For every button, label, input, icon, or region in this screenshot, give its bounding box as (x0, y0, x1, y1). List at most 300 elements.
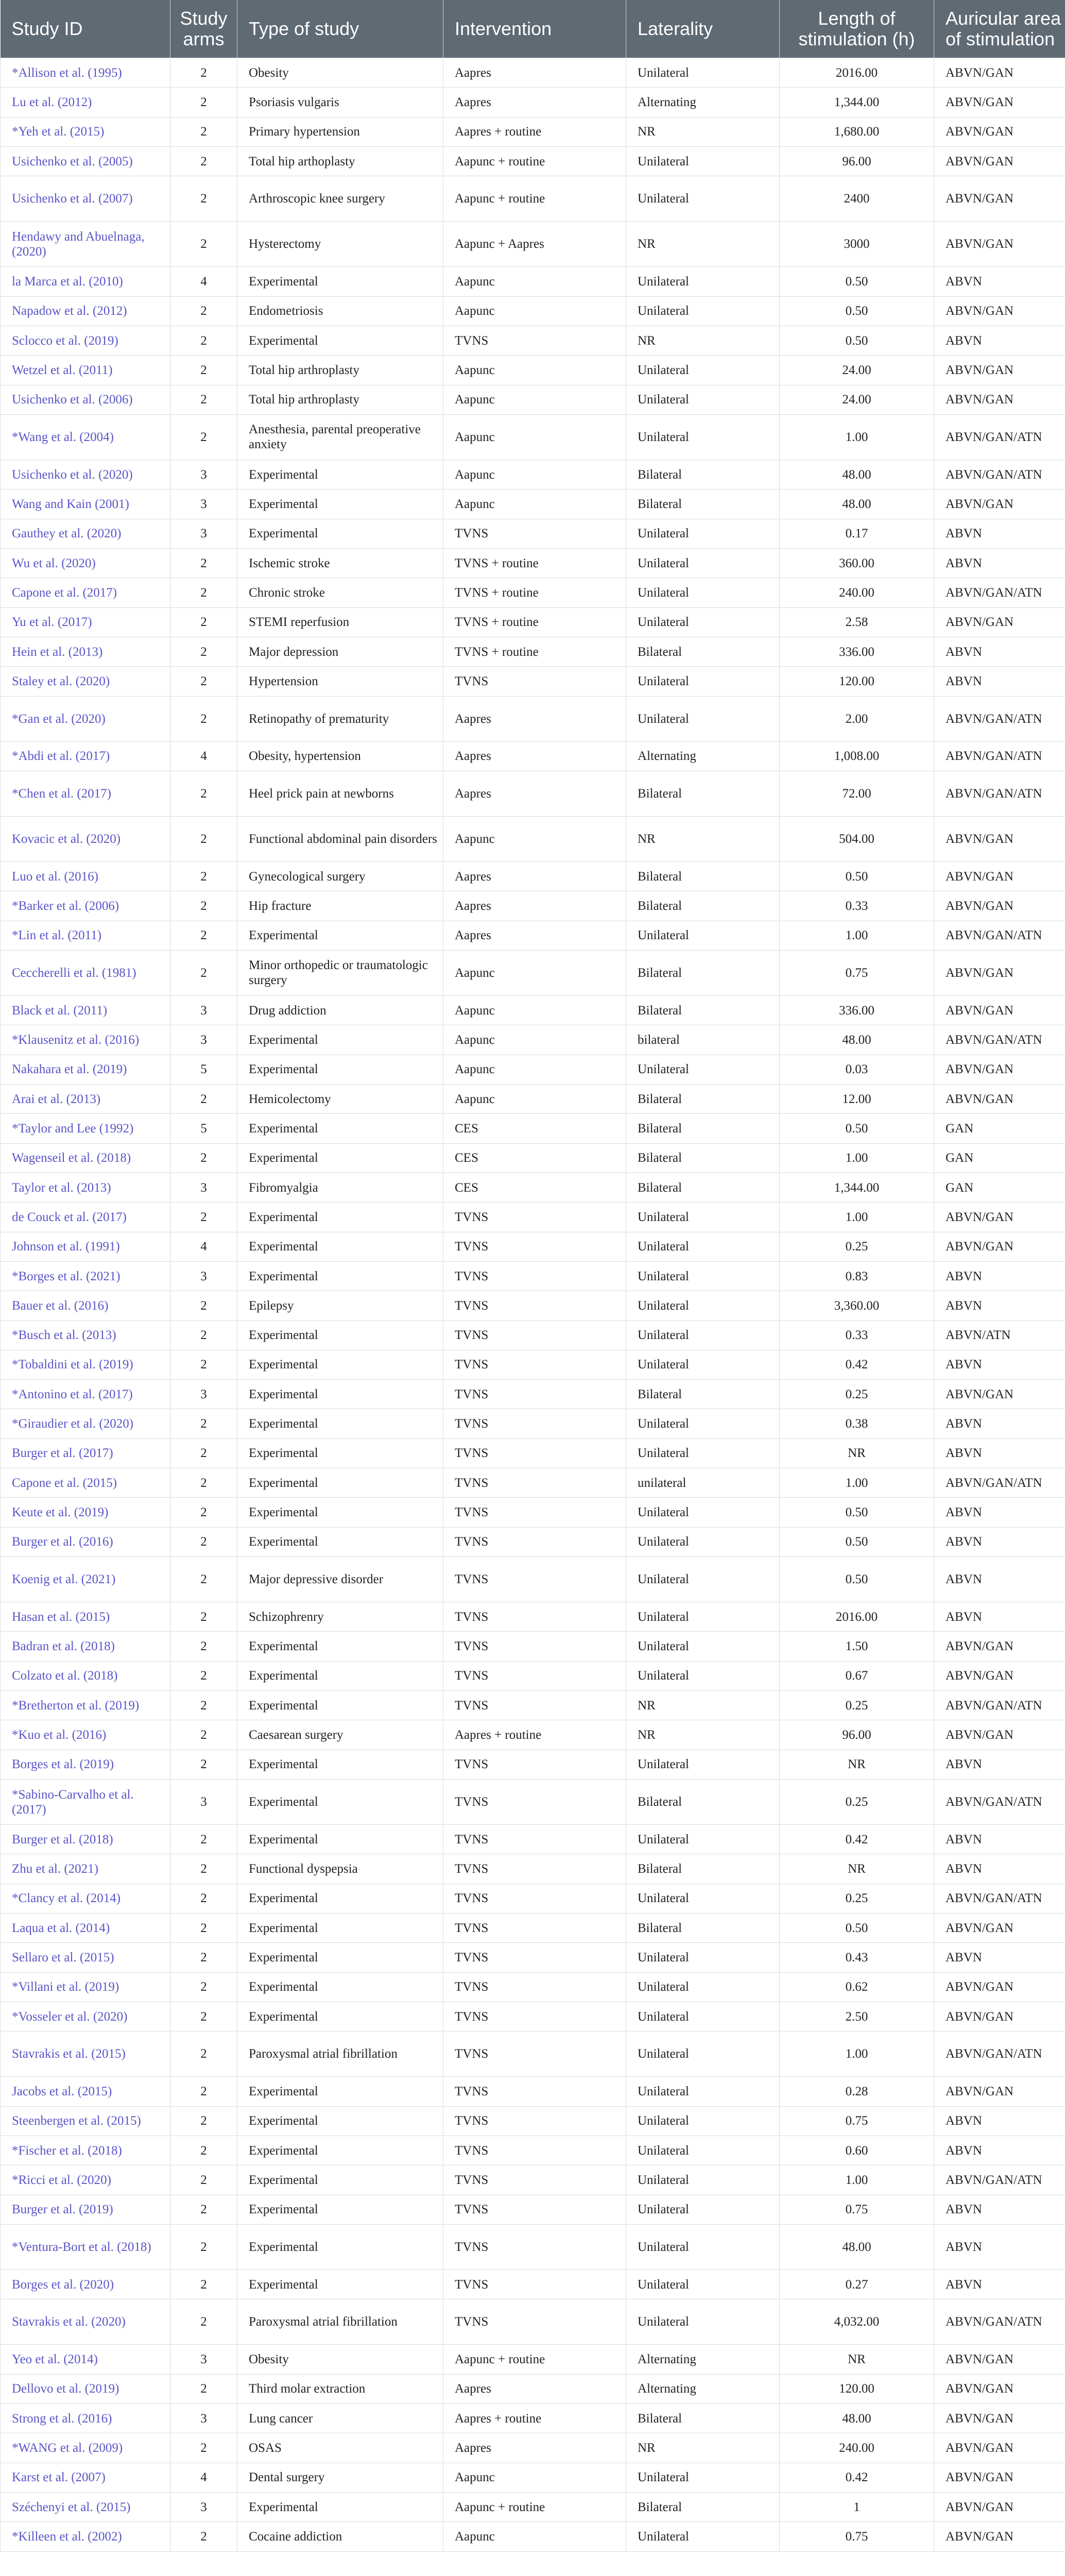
cell-study-id[interactable]: Borges et al. (2019) (1, 1750, 170, 1779)
cell-study-id[interactable]: Borges et al. (2020) (1, 2270, 170, 2299)
cell-study-arms: 2 (170, 1825, 237, 1854)
cell-study-arms: 2 (170, 1557, 237, 1602)
cell-study-arms: 2 (170, 637, 237, 666)
cell-intervention: TVNS (443, 1350, 626, 1379)
header-type-of-study: Type of study (237, 0, 443, 58)
cell-auricular-area: ABVN/GAN/ATN (934, 1780, 1065, 1825)
cell-intervention: TVNS (443, 519, 626, 548)
cell-length: 0.25 (780, 1780, 934, 1825)
cell-laterality: Unilateral (626, 355, 780, 385)
cell-study-id[interactable]: Staley et al. (2020) (1, 667, 170, 696)
cell-length: 0.50 (780, 296, 934, 326)
cell-study-id[interactable]: *Tobaldini et al. (2019) (1, 1350, 170, 1379)
table-row (1, 58, 1065, 88)
cell-study-id[interactable]: Gauthey et al. (2020) (1, 519, 170, 548)
cell-study-id[interactable]: *Borges et al. (2021) (1, 1261, 170, 1291)
table-row (1, 1943, 1065, 1972)
cell-intervention: Aapunc (443, 1055, 626, 1084)
cell-intervention: TVNS + routine (443, 637, 626, 666)
cell-study-id[interactable]: Wang and Kain (2001) (1, 489, 170, 519)
cell-length: 48.00 (780, 2404, 934, 2433)
table-row (1, 1661, 1065, 1690)
cell-study-arms: 2 (170, 1661, 237, 1690)
cell-study-id[interactable]: *Killeen et al. (2002) (1, 2522, 170, 2551)
cell-type-of-study: Functional dyspepsia (237, 1854, 443, 1884)
cell-laterality: NR (626, 816, 780, 861)
cell-laterality: Unilateral (626, 2106, 780, 2136)
cell-laterality: Bilateral (626, 950, 780, 995)
cell-auricular-area: ABVN/GAN/ATN (934, 1468, 1065, 1498)
cell-study-id[interactable]: *Antonino et al. (2017) (1, 1380, 170, 1409)
cell-study-id[interactable]: Usichenko et al. (2007) (1, 176, 170, 222)
cell-study-id[interactable]: *Villani et al. (2019) (1, 1972, 170, 2002)
cell-study-arms: 2 (170, 414, 237, 460)
cell-study-id[interactable]: Strong et al. (2016) (1, 2404, 170, 2433)
cell-laterality: Unilateral (626, 1750, 780, 1779)
cell-length: 120.00 (780, 2374, 934, 2403)
cell-intervention: Aapunc (443, 1084, 626, 1113)
cell-study-id[interactable]: Hein et al. (2013) (1, 637, 170, 666)
cell-length: 0.03 (780, 1055, 934, 1084)
cell-intervention: Aapunc + routine (443, 2493, 626, 2522)
table-row (1, 460, 1065, 489)
cell-study-arms: 2 (170, 1498, 237, 1527)
table-row (1, 519, 1065, 548)
cell-auricular-area: ABVN/GAN (934, 2077, 1065, 2106)
cell-study-id[interactable]: *Ventura-Bort et al. (2018) (1, 2225, 170, 2270)
cell-length: 48.00 (780, 2225, 934, 2270)
cell-intervention: Aapres + routine (443, 117, 626, 146)
cell-auricular-area: ABVN/GAN/ATN (934, 460, 1065, 489)
cell-study-id[interactable]: *Yeh et al. (2015) (1, 117, 170, 146)
cell-study-id[interactable]: Taylor et al. (2013) (1, 1173, 170, 1202)
cell-auricular-area: ABVN (934, 2225, 1065, 2270)
cell-study-id[interactable]: la Marca et al. (2010) (1, 267, 170, 296)
table-row (1, 1750, 1065, 1779)
cell-intervention: Aapres + routine (443, 1720, 626, 1750)
table-row (1, 1261, 1065, 1291)
cell-laterality: Unilateral (626, 2270, 780, 2299)
cell-type-of-study: Anesthesia, parental preoperative anxiety (237, 414, 443, 460)
cell-study-arms: 2 (170, 1202, 237, 1232)
cell-type-of-study: Obesity, hypertension (237, 741, 443, 771)
cell-intervention: TVNS (443, 1498, 626, 1527)
cell-study-arms: 2 (170, 1720, 237, 1750)
cell-auricular-area: ABVN/GAN (934, 2433, 1065, 2463)
cell-study-arms: 2 (170, 2165, 237, 2195)
cell-study-arms: 2 (170, 607, 237, 637)
cell-study-id[interactable]: Laqua et al. (2014) (1, 1913, 170, 1943)
cell-intervention: TVNS (443, 1438, 626, 1468)
cell-study-arms: 2 (170, 2299, 237, 2345)
header-length-of-stimulation: Length of stimulation (h) (780, 0, 934, 58)
cell-type-of-study: Experimental (237, 1025, 443, 1055)
cell-laterality: Alternating (626, 2345, 780, 2374)
cell-intervention: TVNS (443, 326, 626, 355)
cell-intervention: Aapunc + Aapres (443, 222, 626, 267)
cell-intervention: CES (443, 1173, 626, 1202)
table-row (1, 1055, 1065, 1084)
cell-laterality: Unilateral (626, 2031, 780, 2077)
cell-intervention: TVNS (443, 1691, 626, 1720)
cell-study-id[interactable]: Keute et al. (2019) (1, 1498, 170, 1527)
table-row (1, 1780, 1065, 1825)
table-row (1, 2463, 1065, 2492)
cell-study-id[interactable]: Sclocco et al. (2019) (1, 326, 170, 355)
cell-study-id[interactable]: *Clancy et al. (2014) (1, 1884, 170, 1913)
cell-intervention: TVNS + routine (443, 607, 626, 637)
cell-type-of-study: Hip fracture (237, 891, 443, 921)
table-row (1, 578, 1065, 607)
table-row (1, 1854, 1065, 1884)
header-study-arms: Study arms (170, 0, 237, 58)
cell-study-arms: 3 (170, 489, 237, 519)
cell-length: 336.00 (780, 995, 934, 1025)
cell-study-id[interactable]: Arai et al. (2013) (1, 1084, 170, 1113)
cell-type-of-study: Experimental (237, 1232, 443, 1261)
table-row (1, 267, 1065, 296)
cell-length: 1.50 (780, 1632, 934, 1661)
table-row (1, 2165, 1065, 2195)
cell-length: 0.33 (780, 1320, 934, 1350)
cell-length: 0.25 (780, 1380, 934, 1409)
cell-auricular-area: ABVN/GAN (934, 2493, 1065, 2522)
cell-type-of-study: Paroxysmal atrial fibrillation (237, 2299, 443, 2345)
cell-study-id[interactable]: Burger et al. (2017) (1, 1438, 170, 1468)
cell-study-arms: 3 (170, 519, 237, 548)
cell-auricular-area: ABVN (934, 1291, 1065, 1320)
table-row (1, 355, 1065, 385)
cell-study-arms: 3 (170, 995, 237, 1025)
cell-auricular-area: ABVN/GAN (934, 58, 1065, 88)
cell-length: 48.00 (780, 1025, 934, 1055)
cell-study-id[interactable]: Karst et al. (2007) (1, 2463, 170, 2492)
cell-laterality: Unilateral (626, 696, 780, 741)
cell-study-id[interactable]: Stavrakis et al. (2020) (1, 2299, 170, 2345)
cell-laterality: Unilateral (626, 1884, 780, 1913)
cell-study-id[interactable]: Johnson et al. (1991) (1, 1232, 170, 1261)
cell-intervention: TVNS (443, 2136, 626, 2165)
cell-study-id[interactable]: Wu et al. (2020) (1, 548, 170, 578)
cell-length: 120.00 (780, 667, 934, 696)
cell-study-id[interactable]: *Bretherton et al. (2019) (1, 1691, 170, 1720)
cell-intervention: TVNS (443, 1527, 626, 1556)
cell-laterality: Bilateral (626, 2404, 780, 2433)
table-row (1, 921, 1065, 950)
cell-intervention: Aapunc (443, 816, 626, 861)
cell-study-id[interactable]: Nakahara et al. (2019) (1, 1055, 170, 1084)
cell-type-of-study: Caesarean surgery (237, 1720, 443, 1750)
cell-intervention: Aapres (443, 2374, 626, 2403)
cell-length: 3000 (780, 222, 934, 267)
cell-study-id[interactable]: *Taylor and Lee (1992) (1, 1114, 170, 1143)
cell-laterality: Alternating (626, 88, 780, 117)
cell-intervention: Aapres (443, 2433, 626, 2463)
cell-type-of-study: Experimental (237, 1780, 443, 1825)
table-row (1, 88, 1065, 117)
cell-intervention: TVNS (443, 1320, 626, 1350)
cell-study-arms: 4 (170, 741, 237, 771)
cell-auricular-area: ABVN (934, 1854, 1065, 1884)
cell-intervention: Aapunc + routine (443, 176, 626, 222)
cell-study-id[interactable]: Zhu et al. (2021) (1, 1854, 170, 1884)
cell-study-arms: 2 (170, 2225, 237, 2270)
cell-length: 0.43 (780, 1943, 934, 1972)
cell-study-arms: 3 (170, 1261, 237, 1291)
cell-study-arms: 2 (170, 816, 237, 861)
table-row (1, 1527, 1065, 1556)
cell-type-of-study: Experimental (237, 921, 443, 950)
cell-auricular-area: ABVN/GAN (934, 176, 1065, 222)
cell-study-id[interactable]: Hasan et al. (2015) (1, 1602, 170, 1632)
cell-auricular-area: ABVN (934, 2195, 1065, 2224)
cell-length: 0.25 (780, 1232, 934, 1261)
cell-study-id[interactable]: *Klausenitz et al. (2016) (1, 1025, 170, 1055)
cell-length: 1,008.00 (780, 741, 934, 771)
cell-laterality: Bilateral (626, 489, 780, 519)
cell-study-id[interactable]: *Barker et al. (2006) (1, 891, 170, 921)
cell-auricular-area: ABVN/GAN (934, 861, 1065, 891)
cell-type-of-study: Experimental (237, 2165, 443, 2195)
cell-study-arms: 5 (170, 1114, 237, 1143)
table-row (1, 1084, 1065, 1113)
cell-study-arms: 2 (170, 548, 237, 578)
cell-study-id[interactable]: Stavrakis et al. (2015) (1, 2031, 170, 2077)
cell-auricular-area: ABVN/GAN/ATN (934, 578, 1065, 607)
cell-length: 1,680.00 (780, 117, 934, 146)
cell-study-arms: 2 (170, 2522, 237, 2551)
cell-study-id[interactable]: Sellaro et al. (2015) (1, 1943, 170, 1972)
cell-study-id[interactable]: *Allison et al. (1995) (1, 58, 170, 88)
cell-laterality: Bilateral (626, 1854, 780, 1884)
cell-study-id[interactable]: Széchenyi et al. (2015) (1, 2493, 170, 2522)
cell-study-arms: 2 (170, 385, 237, 414)
cell-laterality: Bilateral (626, 1380, 780, 1409)
cell-study-arms: 4 (170, 1232, 237, 1261)
cell-study-id[interactable]: *Abdi et al. (2017) (1, 741, 170, 771)
cell-study-arms: 2 (170, 1527, 237, 1556)
cell-intervention: TVNS (443, 1602, 626, 1632)
cell-study-id[interactable]: Napadow et al. (2012) (1, 296, 170, 326)
cell-study-id[interactable]: Lu et al. (2012) (1, 88, 170, 117)
cell-length: 0.50 (780, 1557, 934, 1602)
cell-study-id[interactable]: Yeo et al. (2014) (1, 2345, 170, 2374)
cell-study-id[interactable]: *Fischer et al. (2018) (1, 2136, 170, 2165)
cell-laterality: Unilateral (626, 1825, 780, 1854)
table-row (1, 2195, 1065, 2224)
cell-study-arms: 2 (170, 950, 237, 995)
cell-study-id[interactable]: Hendawy and Abuelnaga, (2020) (1, 222, 170, 267)
cell-study-id[interactable]: Burger et al. (2019) (1, 2195, 170, 2224)
cell-laterality: Bilateral (626, 771, 780, 816)
cell-auricular-area: ABVN/ATN (934, 1320, 1065, 1350)
cell-type-of-study: Experimental (237, 1261, 443, 1291)
cell-study-id[interactable]: Wagenseil et al. (2018) (1, 1143, 170, 1173)
cell-type-of-study: Fibromyalgia (237, 1173, 443, 1202)
cell-laterality: Unilateral (626, 1055, 780, 1084)
cell-study-id[interactable]: *Gan et al. (2020) (1, 696, 170, 741)
cell-auricular-area: ABVN (934, 2106, 1065, 2136)
cell-study-id[interactable]: Capone et al. (2017) (1, 578, 170, 607)
cell-laterality: NR (626, 1691, 780, 1720)
cell-study-id[interactable]: Usichenko et al. (2005) (1, 146, 170, 176)
cell-study-arms: 2 (170, 1320, 237, 1350)
cell-auricular-area: ABVN/GAN/ATN (934, 1691, 1065, 1720)
cell-type-of-study: Paroxysmal atrial fibrillation (237, 2031, 443, 2077)
cell-type-of-study: Experimental (237, 489, 443, 519)
cell-auricular-area: ABVN/GAN/ATN (934, 414, 1065, 460)
cell-type-of-study: Experimental (237, 267, 443, 296)
cell-study-id[interactable]: Usichenko et al. (2006) (1, 385, 170, 414)
table-row (1, 1409, 1065, 1438)
cell-study-arms: 4 (170, 2463, 237, 2492)
cell-intervention: Aapunc (443, 950, 626, 995)
cell-intervention: TVNS (443, 2299, 626, 2345)
cell-study-id[interactable]: *Kuo et al. (2016) (1, 1720, 170, 1750)
cell-study-id[interactable]: Steenbergen et al. (2015) (1, 2106, 170, 2136)
cell-laterality: Bilateral (626, 1173, 780, 1202)
cell-laterality: NR (626, 222, 780, 267)
cell-study-id[interactable]: Wetzel et al. (2011) (1, 355, 170, 385)
cell-auricular-area: ABVN (934, 1602, 1065, 1632)
cell-study-arms: 2 (170, 1468, 237, 1498)
cell-auricular-area: ABVN/GAN (934, 117, 1065, 146)
cell-length: 96.00 (780, 146, 934, 176)
cell-study-id[interactable]: Black et al. (2011) (1, 995, 170, 1025)
cell-laterality: Unilateral (626, 2299, 780, 2345)
cell-length: 0.38 (780, 1409, 934, 1438)
cell-laterality: Unilateral (626, 267, 780, 296)
cell-study-arms: 3 (170, 1173, 237, 1202)
cell-auricular-area: ABVN (934, 1350, 1065, 1379)
cell-study-id[interactable]: Kovacic et al. (2020) (1, 816, 170, 861)
cell-length: 1,344.00 (780, 1173, 934, 1202)
table-row (1, 1232, 1065, 1261)
cell-study-arms: 2 (170, 578, 237, 607)
cell-study-arms: 2 (170, 667, 237, 696)
cell-study-id[interactable]: Luo et al. (2016) (1, 861, 170, 891)
cell-type-of-study: Total hip arthroplasty (237, 385, 443, 414)
cell-study-arms: 2 (170, 861, 237, 891)
cell-laterality: Unilateral (626, 176, 780, 222)
cell-type-of-study: Experimental (237, 1409, 443, 1438)
cell-type-of-study: Functional abdominal pain disorders (237, 816, 443, 861)
cell-type-of-study: Experimental (237, 2270, 443, 2299)
cell-study-arms: 4 (170, 267, 237, 296)
cell-intervention: TVNS + routine (443, 548, 626, 578)
table-row (1, 2433, 1065, 2463)
cell-auricular-area: ABVN/GAN (934, 146, 1065, 176)
cell-type-of-study: Primary hypertension (237, 117, 443, 146)
cell-type-of-study: Hypertension (237, 667, 443, 696)
cell-type-of-study: Experimental (237, 1825, 443, 1854)
cell-study-id[interactable]: *Chen et al. (2017) (1, 771, 170, 816)
table-row (1, 2106, 1065, 2136)
table-row (1, 771, 1065, 816)
table-body (1, 58, 1065, 2552)
cell-laterality: Unilateral (626, 2002, 780, 2031)
table-row (1, 146, 1065, 176)
cell-study-arms: 2 (170, 1350, 237, 1379)
cell-laterality: Unilateral (626, 578, 780, 607)
table-row (1, 176, 1065, 222)
cell-study-arms: 2 (170, 1854, 237, 1884)
cell-intervention: TVNS (443, 1232, 626, 1261)
cell-study-id[interactable]: Capone et al. (2015) (1, 1468, 170, 1498)
cell-study-id[interactable]: *Vosseler et al. (2020) (1, 2002, 170, 2031)
cell-auricular-area: ABVN/GAN (934, 2404, 1065, 2433)
cell-study-id[interactable]: Burger et al. (2016) (1, 1527, 170, 1556)
cell-study-id[interactable]: Dellovo et al. (2019) (1, 2374, 170, 2403)
cell-study-id[interactable]: *Giraudier et al. (2020) (1, 1409, 170, 1438)
cell-auricular-area: ABVN (934, 637, 1065, 666)
table-row (1, 2225, 1065, 2270)
cell-study-id[interactable]: *Wang et al. (2004) (1, 414, 170, 460)
cell-intervention: TVNS (443, 1380, 626, 1409)
cell-laterality: Unilateral (626, 607, 780, 637)
cell-laterality: Unilateral (626, 1291, 780, 1320)
cell-laterality: Unilateral (626, 1972, 780, 2002)
table-row (1, 637, 1065, 666)
cell-type-of-study: Experimental (237, 2106, 443, 2136)
table-row (1, 2136, 1065, 2165)
cell-laterality: Unilateral (626, 1557, 780, 1602)
cell-study-id[interactable]: de Couck et al. (2017) (1, 1202, 170, 1232)
cell-length: 0.50 (780, 1527, 934, 1556)
cell-study-id[interactable]: Usichenko et al. (2020) (1, 460, 170, 489)
cell-study-id[interactable]: Koenig et al. (2021) (1, 1557, 170, 1602)
cell-type-of-study: Experimental (237, 1320, 443, 1350)
cell-length: 0.62 (780, 1972, 934, 2002)
cell-study-id[interactable]: *Ricci et al. (2020) (1, 2165, 170, 2195)
cell-length: 0.83 (780, 1261, 934, 1291)
cell-study-id[interactable]: Bauer et al. (2016) (1, 1291, 170, 1320)
cell-laterality: Unilateral (626, 1202, 780, 1232)
cell-laterality: Bilateral (626, 1913, 780, 1943)
cell-type-of-study: Ischemic stroke (237, 548, 443, 578)
cell-laterality: Unilateral (626, 2225, 780, 2270)
cell-auricular-area: ABVN (934, 1750, 1065, 1779)
table-row (1, 1720, 1065, 1750)
cell-study-id[interactable]: Yu et al. (2017) (1, 607, 170, 637)
cell-laterality: Unilateral (626, 2165, 780, 2195)
cell-type-of-study: Experimental (237, 2136, 443, 2165)
cell-study-id[interactable]: *Busch et al. (2013) (1, 1320, 170, 1350)
cell-intervention: TVNS + routine (443, 578, 626, 607)
cell-auricular-area: ABVN/GAN (934, 607, 1065, 637)
cell-study-id[interactable]: Burger et al. (2018) (1, 1825, 170, 1854)
cell-length: 0.67 (780, 1661, 934, 1690)
table-row (1, 1825, 1065, 1854)
cell-study-arms: 2 (170, 1913, 237, 1943)
cell-length: 0.75 (780, 2195, 934, 2224)
cell-intervention: TVNS (443, 1825, 626, 1854)
cell-laterality: Unilateral (626, 667, 780, 696)
cell-study-id[interactable]: *Sabino-Carvalho et al. (2017) (1, 1780, 170, 1825)
table-row (1, 1691, 1065, 1720)
cell-auricular-area: ABVN/GAN (934, 1720, 1065, 1750)
cell-study-id[interactable]: *Lin et al. (2011) (1, 921, 170, 950)
cell-length: 0.75 (780, 2106, 934, 2136)
cell-laterality: Unilateral (626, 2136, 780, 2165)
cell-type-of-study: Experimental (237, 1114, 443, 1143)
cell-length: NR (780, 1438, 934, 1468)
cell-study-id[interactable]: Colzato et al. (2018) (1, 1661, 170, 1690)
cell-study-id[interactable]: Jacobs et al. (2015) (1, 2077, 170, 2106)
cell-study-id[interactable]: Badran et al. (2018) (1, 1632, 170, 1661)
cell-study-id[interactable]: *WANG et al. (2009) (1, 2433, 170, 2463)
cell-study-id[interactable]: Ceccherelli et al. (1981) (1, 950, 170, 995)
